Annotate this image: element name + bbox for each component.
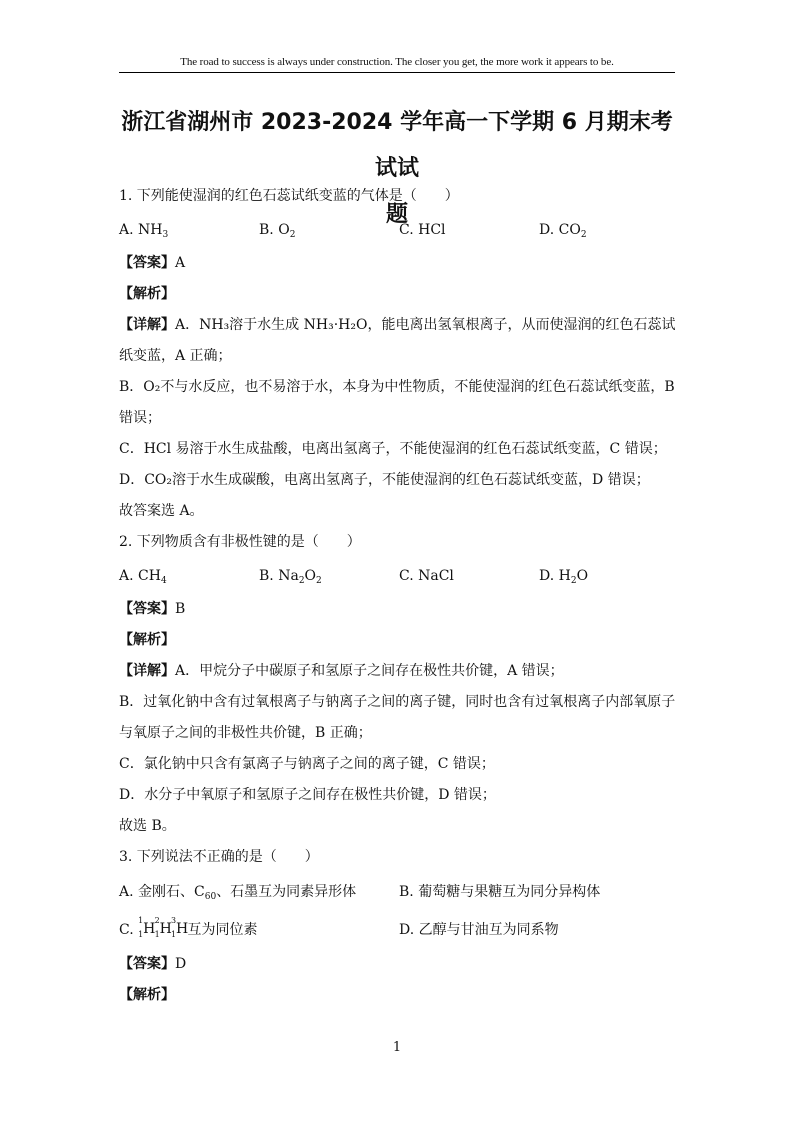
q1-option-d: D. $CO_2$ bbox=[539, 222, 587, 240]
q2-analysis-label: 【解析】 bbox=[119, 632, 175, 648]
page-number: 1 bbox=[392, 1040, 402, 1055]
q3-option-a: A. 金刚石、$C_{60}$、石墨互为同素异形体 bbox=[119, 884, 357, 902]
q1-answer: 【答案】A bbox=[119, 255, 186, 271]
title-line-1: 浙江省湖州市 2023-2024 学年高一下学期 6 月期末考试试 bbox=[121, 110, 673, 181]
q2-detail-a: 【详解】A．甲烷分子中碳原子和氢原子之间存在极性共价键，A 错误； bbox=[119, 663, 564, 679]
q2-option-b: B. $Na_2O_2$ bbox=[259, 568, 322, 586]
q1-stem: 1. 下列能使湿润的红色石蕊试纸变蓝的气体是（ ） bbox=[119, 188, 459, 204]
q1-conclusion: 故答案选 A。 bbox=[119, 503, 204, 519]
page-header-quote: The road to success is always under construction. The closer you get, the more work it appears to be. bbox=[180, 56, 614, 68]
q1-option-b: B. $O_2$ bbox=[259, 222, 296, 240]
q1-detail-c: C．HCl 易溶于水生成盐酸，电离出氢离子，不能使湿润的红色石蕊试纸变蓝，C 错误； bbox=[119, 441, 667, 457]
q2-detail-b: B．过氧化钠中含有过氧根离子与钠离子之间的离子键，同时也含有过氧根离子内部氧原子与氧原子之间的非极性共价键，B 正确； bbox=[119, 694, 676, 741]
q2-option-a: A. $CH_4$ bbox=[119, 568, 167, 586]
q1-analysis-label: 【解析】 bbox=[119, 286, 175, 302]
q2-conclusion: 故选 B。 bbox=[119, 818, 176, 834]
header-divider bbox=[119, 72, 675, 73]
q3-option-d: D. 乙醇与甘油互为同系物 bbox=[399, 922, 559, 938]
q3-analysis-label: 【解析】 bbox=[119, 987, 175, 1003]
document-body bbox=[119, 181, 679, 1011]
q3-stem: 3. 下列说法不正确的是（ ） bbox=[119, 849, 319, 865]
q3-answer: 【答案】D bbox=[119, 956, 187, 972]
q3-options-row-2 bbox=[119, 911, 679, 949]
q1-option-c: C. HCl bbox=[399, 222, 446, 238]
title-line-2: 题 bbox=[385, 202, 408, 227]
isotope-h3: 3 1 H bbox=[171, 916, 189, 939]
q1-option-a: A. $NH_3$ bbox=[119, 222, 169, 240]
q2-options bbox=[119, 558, 679, 594]
q1-detail-b: B．O₂不与水反应，也不易溶于水，本身为中性物质，不能使湿润的红色石蕊试纸变蓝，B 错误； bbox=[119, 379, 675, 426]
q3-option-c: C. 1 1 H 2 1 H 3 1 H 互为同位素 bbox=[119, 916, 258, 939]
isotope-h2: 2 1 H bbox=[154, 916, 172, 939]
q3-options-row-1 bbox=[119, 873, 679, 911]
q2-stem: 2. 下列物质含有非极性键的是（ ） bbox=[119, 534, 361, 550]
isotope-h1: 1 1 H bbox=[138, 916, 156, 939]
q2-answer: 【答案】B bbox=[119, 601, 186, 617]
q2-detail-c: C．氯化钠中只含有氯离子与钠离子之间的离子键，C 错误； bbox=[119, 756, 495, 772]
q1-detail-d: D．CO₂溶于水生成碳酸，电离出氢离子，不能使湿润的红色石蕊试纸变蓝，D 错误； bbox=[119, 472, 650, 488]
q2-option-c: C. NaCl bbox=[399, 568, 454, 584]
q1-options bbox=[119, 212, 679, 248]
q2-detail-d: D．水分子中氧原子和氢原子之间存在极性共价键，D 错误； bbox=[119, 787, 496, 803]
q1-detail-a: 【详解】A．NH₃溶于水生成 NH₃·H₂O，能电离出氢氧根离子，从而使湿润的红色石蕊试纸变蓝，A 正确； bbox=[119, 317, 676, 364]
q2-option-d: D. $H_2O$ bbox=[539, 568, 589, 586]
q3-option-b: B. 葡萄糖与果糖互为同分异构体 bbox=[399, 884, 601, 900]
